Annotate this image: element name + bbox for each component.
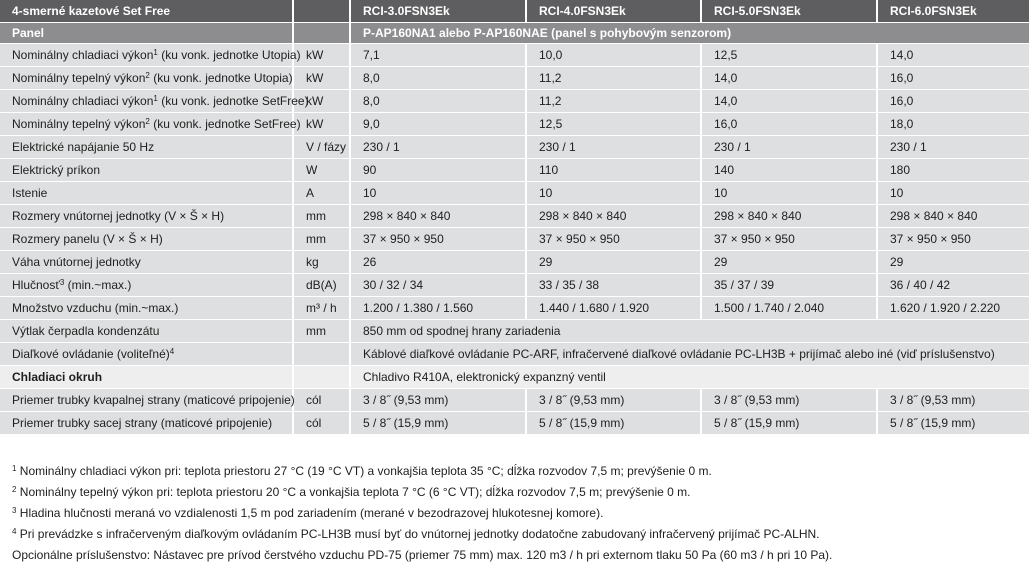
row-value: 180 xyxy=(877,159,1029,182)
table-row xyxy=(0,412,1029,435)
row-value: 36 / 40 / 42 xyxy=(877,274,1029,297)
row-value: 16,0 xyxy=(877,67,1029,90)
row-label-text: Hlučnosť xyxy=(12,278,60,292)
row-label-suffix: (ku vonk. jednotke Utopia) xyxy=(149,71,293,85)
table-row xyxy=(0,90,1029,113)
row-value: 30 / 32 / 34 xyxy=(350,274,526,297)
row-value: 14,0 xyxy=(701,67,877,90)
footnote-marker: 1 xyxy=(153,94,158,103)
row-label xyxy=(0,182,293,205)
row-label-text: Elektrické napájanie 50 Hz xyxy=(12,140,155,154)
table-row xyxy=(0,343,1029,366)
row-value: 12,5 xyxy=(701,44,877,67)
table-row xyxy=(0,44,1029,67)
row-label-text: Chladiaci okruh xyxy=(12,370,103,384)
row-unit xyxy=(293,366,350,389)
row-value: 5 / 8˝ (15,9 mm) xyxy=(701,412,877,435)
row-value: 11,2 xyxy=(526,67,701,90)
row-label-text: Nominálny tepelný výkon xyxy=(12,117,146,131)
footnote xyxy=(12,524,1017,545)
row-label xyxy=(0,274,293,297)
row-value: 5 / 8˝ (15,9 mm) xyxy=(526,412,701,435)
model-header: RCI-6.0FSN3Ek xyxy=(877,0,1029,23)
row-label-suffix: (ku vonk. jednotke Utopia) xyxy=(157,48,301,62)
row-unit: cól xyxy=(293,412,350,435)
row-unit: kg xyxy=(293,251,350,274)
row-value: 37 × 950 × 950 xyxy=(877,228,1029,251)
row-unit: kW xyxy=(293,113,350,136)
row-unit: kW xyxy=(293,67,350,90)
panel-row xyxy=(0,23,1029,44)
row-value: 3 / 8˝ (9,53 mm) xyxy=(526,389,701,412)
row-label xyxy=(0,113,301,136)
row-value: 1.440 / 1.680 / 1.920 xyxy=(526,297,701,320)
table-row xyxy=(0,67,1029,90)
row-label xyxy=(0,320,293,343)
footnote-number: 1 xyxy=(12,464,17,473)
row-unit: cól xyxy=(293,389,350,412)
row-unit: mm xyxy=(293,320,350,343)
header-unit-cell xyxy=(293,0,350,23)
row-value: 29 xyxy=(877,251,1029,274)
model-header: RCI-3.0FSN3Ek xyxy=(350,0,526,23)
footnote-marker: 2 xyxy=(145,117,150,126)
row-label-text: Diaľkové ovládanie (voliteľné) xyxy=(12,347,170,361)
row-label xyxy=(0,366,293,389)
row-value: 1.620 / 1.920 / 2.220 xyxy=(877,297,1029,320)
footnote xyxy=(12,503,1017,524)
footnote xyxy=(12,482,1017,503)
footnote-text: Nominálny chladiaci výkon pri: teplota priestoru 27 °C (19 °C VT) a vonkajšia teplota 35 °C; dĺžka rozvodov 7,5 m; prevýšenie 0 m. xyxy=(16,464,712,478)
model-header: RCI-5.0FSN3Ek xyxy=(701,0,877,23)
row-value: 230 / 1 xyxy=(350,136,526,159)
row-value: 8,0 xyxy=(350,67,526,90)
row-label xyxy=(0,136,293,159)
footnote-marker: 2 xyxy=(145,71,150,80)
table-row xyxy=(0,136,1029,159)
header-row xyxy=(0,0,1029,23)
row-value: 9,0 xyxy=(350,113,526,136)
row-label-text: Nominálny tepelný výkon xyxy=(12,71,146,85)
table-row xyxy=(0,274,1029,297)
row-label-text: Nominálny chladiaci výkon xyxy=(12,48,154,62)
row-value: 3 / 8˝ (9,53 mm) xyxy=(701,389,877,412)
row-label-text: Nominálny chladiaci výkon xyxy=(12,94,154,108)
row-label xyxy=(0,159,293,182)
footnote-number: 4 xyxy=(12,527,17,536)
row-label xyxy=(0,389,293,412)
row-value: 230 / 1 xyxy=(526,136,701,159)
row-unit: kW xyxy=(293,90,350,113)
table-row xyxy=(0,113,1029,136)
panel-unit-cell xyxy=(293,23,350,44)
row-value: 298 × 840 × 840 xyxy=(350,205,526,228)
footnotes xyxy=(12,461,1017,566)
footnote-text: Hladina hlučnosti meraná vo vzdialenosti 1,5 m pod zariadením (merané v bezodrazovej hlukotesnej komore). xyxy=(16,506,604,520)
row-unit: m³ / h xyxy=(293,297,350,320)
row-value: 18,0 xyxy=(877,113,1029,136)
row-value: 5 / 8˝ (15,9 mm) xyxy=(877,412,1029,435)
row-unit xyxy=(293,343,350,366)
row-unit: dB(A) xyxy=(293,274,350,297)
table-row xyxy=(0,182,1029,205)
row-label-text: Rozmery vnútornej jednotky (V × Š × H) xyxy=(12,209,225,223)
row-value: 110 xyxy=(526,159,701,182)
row-label-text: Váha vnútornej jednotky xyxy=(12,255,141,269)
row-label xyxy=(0,205,293,228)
row-label xyxy=(0,297,293,320)
row-unit: kW xyxy=(293,44,350,67)
table-row xyxy=(0,366,1029,389)
row-value: 10 xyxy=(877,182,1029,205)
row-label-suffix: (min.~max.) xyxy=(64,278,132,292)
footnote-number: 2 xyxy=(12,485,17,494)
row-label xyxy=(0,67,293,90)
panel-value: P-AP160NA1 alebo P-AP160NAE (panel s pohybovým senzorom) xyxy=(350,23,1029,44)
panel-label: Panel xyxy=(0,23,293,44)
row-label-suffix: (ku vonk. jednotke SetFree) xyxy=(149,117,301,131)
table-row xyxy=(0,251,1029,274)
row-unit: W xyxy=(293,159,350,182)
row-value: 298 × 840 × 840 xyxy=(701,205,877,228)
row-label xyxy=(0,412,293,435)
row-value: 298 × 840 × 840 xyxy=(877,205,1029,228)
row-unit: mm xyxy=(293,228,350,251)
row-value: 3 / 8˝ (9,53 mm) xyxy=(350,389,526,412)
table-row xyxy=(0,320,1029,343)
row-value: 230 / 1 xyxy=(701,136,877,159)
row-value: 37 × 950 × 950 xyxy=(701,228,877,251)
row-label-text: Výtlak čerpadla kondenzátu xyxy=(12,324,160,338)
row-value: 298 × 840 × 840 xyxy=(526,205,701,228)
row-label-text: Množstvo vzduchu (min.~max.) xyxy=(12,301,179,315)
row-unit: mm xyxy=(293,205,350,228)
row-value: 7,1 xyxy=(350,44,526,67)
footnote-text: Opcionálne príslušenstvo: Nástavec pre prívod čerstvého vzduchu PD-75 (priemer 75 mm) max. 120 m3 / h pri externom tlaku 50 Pa (60 m3 / h pri 10 Pa). xyxy=(12,548,833,562)
row-label xyxy=(0,90,309,113)
row-label xyxy=(0,228,293,251)
footnote-number: 3 xyxy=(12,506,17,515)
row-label-suffix: (ku vonk. jednotke SetFree) xyxy=(157,94,309,108)
footnote xyxy=(12,461,1017,482)
footnote-marker: 1 xyxy=(153,48,158,57)
table-row xyxy=(0,389,1029,412)
table-row xyxy=(0,228,1029,251)
row-label-text: Priemer trubky kvapalnej strany (maticové pripojenie) xyxy=(12,393,295,407)
row-value: 90 xyxy=(350,159,526,182)
row-value: 35 / 37 / 39 xyxy=(701,274,877,297)
row-value: 37 × 950 × 950 xyxy=(350,228,526,251)
row-label xyxy=(0,251,293,274)
row-value: 1.200 / 1.380 / 1.560 xyxy=(350,297,526,320)
row-unit: A xyxy=(293,182,350,205)
row-value: 29 xyxy=(701,251,877,274)
row-label xyxy=(0,343,293,366)
row-value: 26 xyxy=(350,251,526,274)
row-value: 10 xyxy=(350,182,526,205)
row-value: 5 / 8˝ (15,9 mm) xyxy=(350,412,526,435)
row-value: 14,0 xyxy=(701,90,877,113)
row-value: 14,0 xyxy=(877,44,1029,67)
row-value: 29 xyxy=(526,251,701,274)
row-label xyxy=(0,44,301,67)
row-value: 10 xyxy=(526,182,701,205)
row-label-text: Priemer trubky sacej strany (maticové pripojenie) xyxy=(12,416,273,430)
row-label-text: Elektrický príkon xyxy=(12,163,101,177)
row-value: 140 xyxy=(701,159,877,182)
row-label-text: Rozmery panelu (V × Š × H) xyxy=(12,232,163,246)
row-value-span: 850 mm od spodnej hrany zariadenia xyxy=(350,320,1029,343)
footnote-text: Nominálny tepelný výkon pri: teplota priestoru 20 °C a vonkajšia teplota 7 °C (6 °C VT); dĺžka rozvodov 7,5 m; prevýšenie 0 m. xyxy=(16,485,691,499)
row-value: 10,0 xyxy=(526,44,701,67)
row-value: 33 / 35 / 38 xyxy=(526,274,701,297)
table-row xyxy=(0,205,1029,228)
row-value-span: Káblové diaľkové ovládanie PC-ARF, infračervené diaľkové ovládanie PC-LH3B + prijímač alebo iné (viď príslušenstvo) xyxy=(350,343,1029,366)
model-header: RCI-4.0FSN3Ek xyxy=(526,0,701,23)
footnote-marker: 3 xyxy=(59,278,65,287)
row-value: 1.500 / 1.740 / 2.040 xyxy=(701,297,877,320)
table-row xyxy=(0,159,1029,182)
footnote xyxy=(12,545,1017,566)
row-value: 37 × 950 × 950 xyxy=(526,228,701,251)
footnote-marker: 4 xyxy=(169,347,175,356)
row-value: 16,0 xyxy=(701,113,877,136)
row-value-span: Chladivo R410A, elektronický expanzný ventil xyxy=(350,366,1029,389)
footnote-text: Pri prevádzke s infračerveným diaľkovým ovládaním PC-LH3B musí byť do vnútornej jednotky dodatočne zabudovaný infračervený prijímač PC-ALHN. xyxy=(16,527,820,541)
table-title: 4-smerné kazetové Set Free xyxy=(0,0,293,23)
row-value: 16,0 xyxy=(877,90,1029,113)
row-value: 11,2 xyxy=(526,90,701,113)
row-value: 12,5 xyxy=(526,113,701,136)
row-value: 8,0 xyxy=(350,90,526,113)
row-value: 3 / 8˝ (9,53 mm) xyxy=(877,389,1029,412)
row-value: 230 / 1 xyxy=(877,136,1029,159)
row-label-text: Istenie xyxy=(12,186,48,200)
table-row xyxy=(0,297,1029,320)
row-unit: V / fázy xyxy=(293,136,350,159)
row-value: 10 xyxy=(701,182,877,205)
